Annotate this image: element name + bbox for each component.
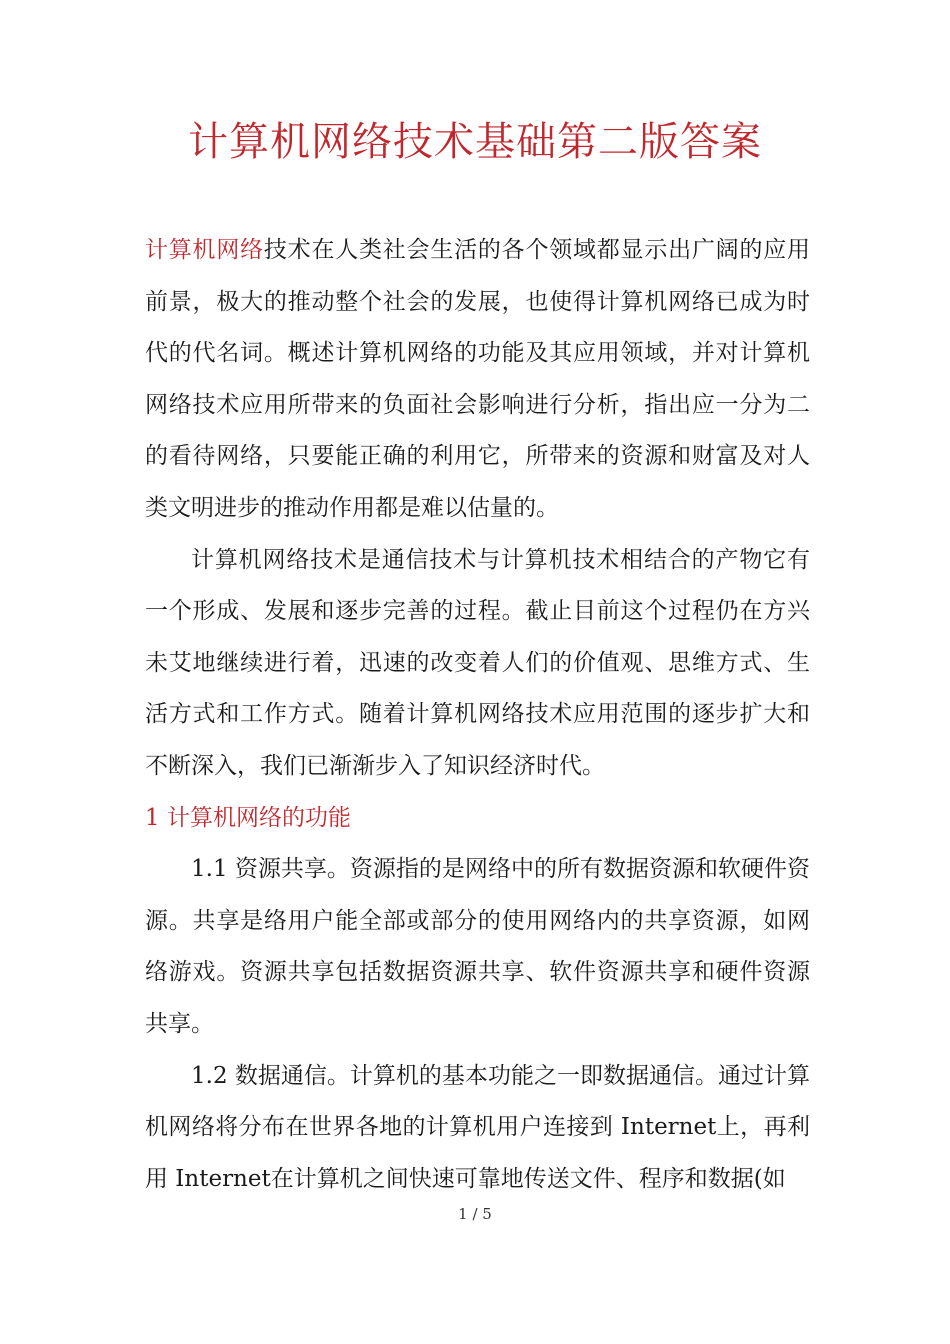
intro-highlight-link[interactable]: 计算机网络 (145, 237, 264, 263)
document-body (145, 225, 810, 1205)
paragraph-resource-sharing: 1.1 资源共享。资源指的是网络中的所有数据资源和软硬件资源。共享是络用户能全部或部分的使用网络内的共享资源，如网络游戏。资源共享包括数据资源共享、软件资源共享和硬件资源共享。 (145, 856, 810, 1037)
section-heading-functions: 1 计算机网络的功能 (145, 804, 351, 831)
paragraph-overview: 计算机网络技术是通信技术与计算机技术相结合的产物它有一个形成、发展和逐步完善的过程。截止目前这个过程仍在方兴未艾地继续进行着，迅速的改变着人们的价值观、思维方式、生活方式和工作方式。随着计算机网络技术应用范围的逐步扩大和不断深入，我们已渐渐步入了知识经济时代。 (145, 546, 810, 779)
intro-text: 技术在人类社会生活的各个领域都显示出广阔的应用前景，极大的推动整个社会的发展，也使得计算机网络已成为时代的代名词。概述计算机网络的功能及其应用领域，并对计算机网络技术应用所带来的负面社会影响进行分析，指出应一分为二的看待网络，只要能正确的利用它，所带来的资源和财富及对人类文明进步的推动作用都是难以估量的。 (145, 237, 811, 521)
intro-paragraph (145, 225, 810, 535)
paragraph-data-communication: 1.2 数据通信。计算机的基本功能之一即数据通信。通过计算机网络将分布在世界各地的计算机用户连接到 Internet上，再利用 Internet在计算机之间快速可靠地传送文件、程序和数据(如 (145, 1062, 810, 1192)
page-number: 1 / 5 (458, 1205, 492, 1223)
document-title: 计算机网络技术基础第二版答案 (188, 119, 762, 165)
